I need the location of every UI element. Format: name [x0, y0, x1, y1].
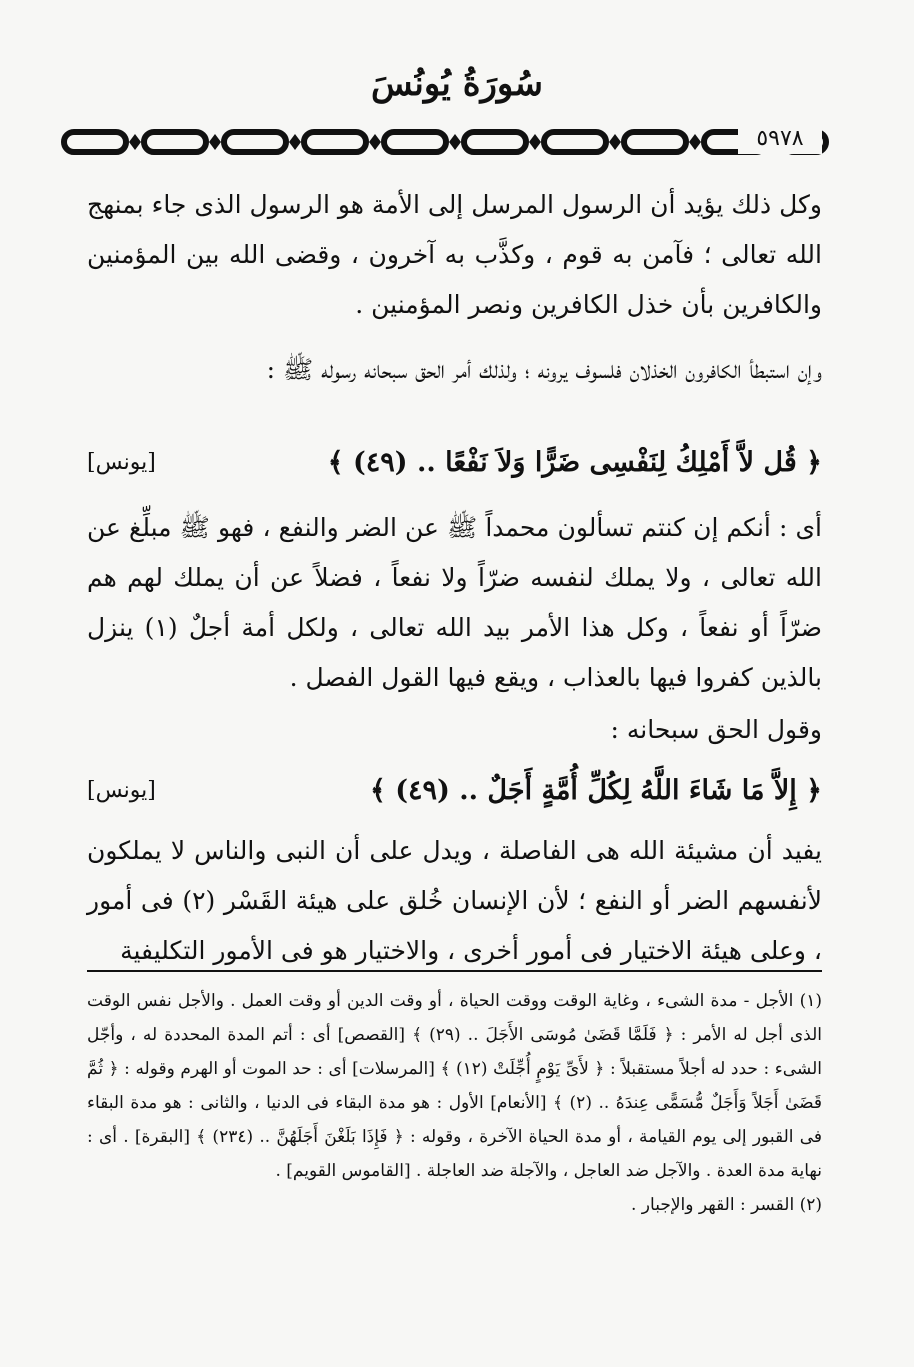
quran-verse: [87, 438, 822, 488]
footnote-2: (٢) القسر : القهر والإجبار .: [631, 1195, 822, 1215]
header-ornament-band: [60, 124, 830, 160]
paragraph: وقول الحق سبحانه :: [610, 715, 822, 744]
footnotes: [87, 984, 822, 1222]
verse-reference: [يونس]: [87, 450, 156, 475]
footnote-1: (١) الأجل - مدة الشىء ، وغاية الوقت ووقت الحياة ، أو وقت الدين أو وقت العمل . والأجل نفس الوقت الذى أجل له الأمر : ﴿ فَلَمَّا قَضَىٰ مُوسَى الأَجَلَ .. (٢٩) ﴾ [القصص] أى : أتم المدة المحددة له ، وأجّل الشىء : حدد له أجلاً مستقبلاً : ﴿ لأَىِّ يَوْمٍ أُجِّلَتْ (١٢) ﴾ [المرسلات] أى : حد الموت أو الهرم وقوله : ﴿ ثُمَّ قَضَىٰ أَجَلاً وَأَجَلٌ مُّسَمًّى عِندَهُ .. (٢) ﴾ [الأنعام] الأول : هو مدة البقاء فى الدنيا ، والثانى : هو مدة البقاء فى القبور إلى يوم القيامة ، أو مدة الحياة الآخرة ، وقوله : ﴿ فَإِذَا بَلَغْنَ أَجَلَهُنَّ .. (٢٣٤) ﴾ [البقرة] . أى : نهاية مدة العدة . والآجل ضد العاجل ، والآجلة ضد العاجلة . [القاموس القويم] .: [87, 991, 823, 1181]
surah-title: سُورَةُ يُونُسَ: [371, 64, 543, 104]
verse-text: ﴿ إِلاَّ مَا شَاءَ اللَّهُ لِكُلِّ أُمَّةٍ أَجَلٌ .. (٤٩) ﴾: [370, 775, 822, 806]
footnote-divider: [87, 970, 822, 972]
paragraph: وإن استبطأ الكافرون الخذلان فلسوف يرونه ؛ ولذلك أمر الحق سبحانه رسوله ﷺ :: [266, 355, 822, 384]
paragraph: يفيد أن مشيئة الله هى الفاصلة ، ويدل على أن النبى والناس لا يملكون لأنفسهم الضر أو النفع ؛ لأن الإنسان خُلق على هيئة القَسْر (٢) فى أمور ، وعلى هيئة الاختيار فى أمور أخرى ، والاختيار هو فى الأمور التكليفية: [87, 836, 822, 965]
verse-reference: [يونس]: [87, 778, 156, 803]
quran-verse: [87, 766, 822, 816]
paragraph: وكل ذلك يؤيد أن الرسول المرسل إلى الأمة هو الرسول الذى جاء بمنهج الله تعالى ؛ فآمن به قوم ، وكذَّب به آخرون ، وقضى الله بين المؤمنين والكافرين بأن خذل الكافرين ونصر المؤمنين .: [87, 190, 822, 319]
verse-text: ﴿ قُل لاَّ أَمْلِكُ لِنَفْسِى ضَرًّا وَلاَ نَفْعًا .. (٤٩) ﴾: [327, 447, 822, 478]
paragraph: أى : أنكم إن كنتم تسألون محمداً ﷺ عن الضر والنفع ، فهو ﷺ مبلِّغ عن الله تعالى ، ولا يملك لنفسه ضرّاً ولا نفعاً ، فضلاً عن أن يملك لهم هم ضرّاً أو نفعاً ، وكل هذا الأمر بيد الله تعالى ، ولكل أمة أجلٌ (١) ينزل بالذين كفروا فيها بالعذاب ، ويقع فيها القول الفصل .: [87, 513, 822, 692]
page-number: ٥٩٧٨: [738, 124, 822, 154]
